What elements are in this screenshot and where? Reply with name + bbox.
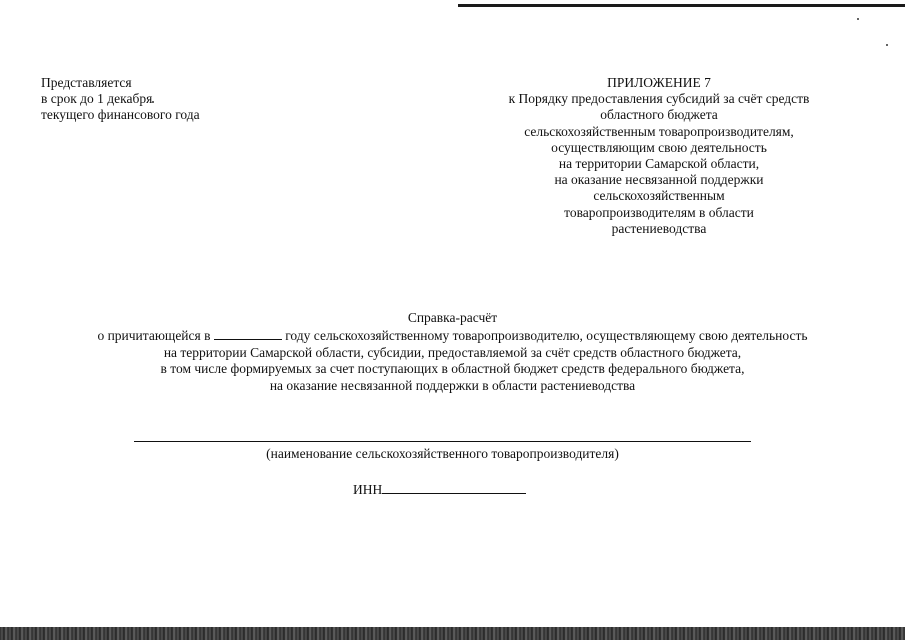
submission-note-line: текущего финансового года: [41, 107, 200, 122]
inn-blank-field[interactable]: [382, 481, 526, 494]
certificate-line: в том числе формируемых за счет поступающих в областной бюджет средств федерального бюджета,: [160, 361, 745, 377]
certificate-title: Справка-расчёт: [407, 310, 498, 325]
certificate-line: [20, 327, 885, 345]
appendix-title: ПРИЛОЖЕНИЕ 7: [607, 75, 711, 90]
appendix-line: товаропроизводителям в области: [564, 204, 754, 220]
scan-speck: [886, 44, 888, 46]
appendix-line: сельскохозяйственным товаропроизводителям,: [524, 123, 794, 139]
submission-note: [41, 75, 200, 123]
inn-label: ИНН: [353, 482, 383, 497]
appendix-line: осуществляющим свою деятельность: [551, 139, 767, 155]
inn-row: [353, 481, 526, 498]
appendix-line: на территории Самарской области,: [558, 156, 760, 172]
submission-note-line: Представляется: [41, 75, 132, 90]
appendix-line: растениеводства: [611, 220, 707, 236]
scan-speck: [857, 18, 859, 20]
certificate-line: на территории Самарской области, субсидии, предоставляемой за счёт средств областного бюджета,: [163, 344, 742, 360]
producer-name-caption: (наименование сельскохозяйственного товаропроизводителя): [266, 446, 619, 461]
certificate-line: на оказание несвязанной поддержки в области растениеводства: [269, 378, 636, 394]
year-blank-field[interactable]: [214, 327, 282, 340]
appendix-line: на оказание несвязанной поддержки: [554, 172, 764, 188]
appendix-line: сельскохозяйственным: [593, 188, 725, 204]
appendix-line: областного бюджета: [600, 107, 718, 123]
certificate-heading: [20, 310, 885, 395]
certificate-line-start: о причитающейся в: [97, 327, 211, 343]
certificate-line-end: году сельскохозяйственному товаропроизводителю, осуществляющему свою деятельность: [285, 327, 808, 343]
submission-note-line: в срок до 1 декабря: [41, 91, 153, 106]
scan-edge-bottom: [0, 627, 905, 640]
scan-edge-top: [458, 4, 905, 7]
producer-name-blank-field[interactable]: [134, 441, 751, 442]
appendix-header: [474, 75, 844, 237]
appendix-line: к Порядку предоставления субсидий за счёт средств: [508, 91, 810, 107]
